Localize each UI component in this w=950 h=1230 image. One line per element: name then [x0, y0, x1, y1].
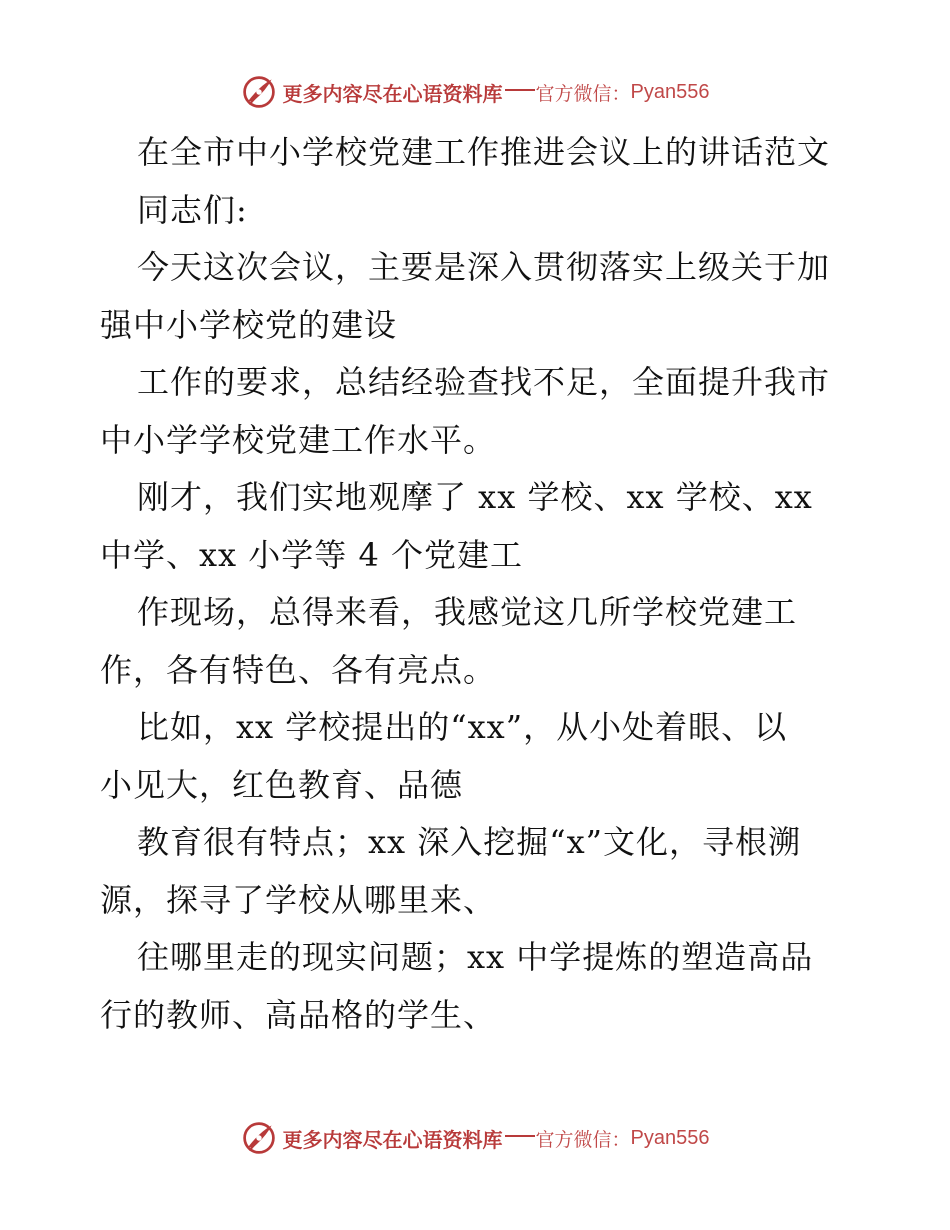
- document-title: 在全市中小学校党建工作推进会议上的讲话范文: [137, 133, 831, 171]
- salutation: 同志们:: [137, 190, 248, 229]
- paragraph-line: 中学、xx 小学等 4 个党建工: [100, 535, 523, 574]
- paragraph-line: 工作的要求，总结经验查找不足，全面提升我市: [137, 363, 831, 401]
- quill-pen-logo-icon: [241, 1120, 277, 1156]
- quill-pen-logo-icon: [241, 74, 277, 110]
- banner-dash-divider: [505, 1135, 535, 1137]
- paragraph-line: 刚才，我们实地观摩了 xx 学校、xx 学校、xx: [137, 478, 813, 516]
- document-body: [100, 124, 870, 1044]
- paragraph-line: 比如，xx 学校提出的“xx”，从小处着眼、以: [137, 708, 788, 746]
- banner-dash-divider: [505, 89, 535, 91]
- wechat-account: Pyan556: [630, 1126, 710, 1149]
- promo-text: 更多内容尽在心语资料库: [282, 1127, 503, 1152]
- paragraph-line: 教育很有特点；xx 深入挖掘“x”文化，寻根溯: [137, 823, 802, 861]
- paragraph-line: 小见大，红色教育、品德: [100, 765, 464, 804]
- paragraph-line: 强中小学校党的建设: [100, 305, 398, 344]
- paragraph-line: 往哪里走的现实问题；xx 中学提炼的塑造高品: [137, 938, 814, 976]
- header-watermark-banner: [0, 72, 950, 112]
- paragraph-line: 今天这次会议，主要是深入贯彻落实上级关于加: [137, 248, 831, 286]
- paragraph-line: 作，各有特色、各有亮点。: [100, 650, 497, 689]
- wechat-label: 官方微信：: [535, 1128, 631, 1151]
- wechat-account: Pyan556: [630, 80, 710, 103]
- paragraph-line: 源，探寻了学校从哪里来、: [100, 880, 497, 919]
- paragraph-line: 行的教师、高品格的学生、: [100, 995, 497, 1034]
- paragraph-line: 作现场，总得来看，我感觉这几所学校党建工: [137, 593, 798, 631]
- footer-watermark-banner: [0, 1118, 950, 1158]
- paragraph-line: 中小学学校党建工作水平。: [100, 420, 497, 459]
- promo-text: 更多内容尽在心语资料库: [282, 81, 503, 106]
- wechat-label: 官方微信：: [535, 82, 631, 105]
